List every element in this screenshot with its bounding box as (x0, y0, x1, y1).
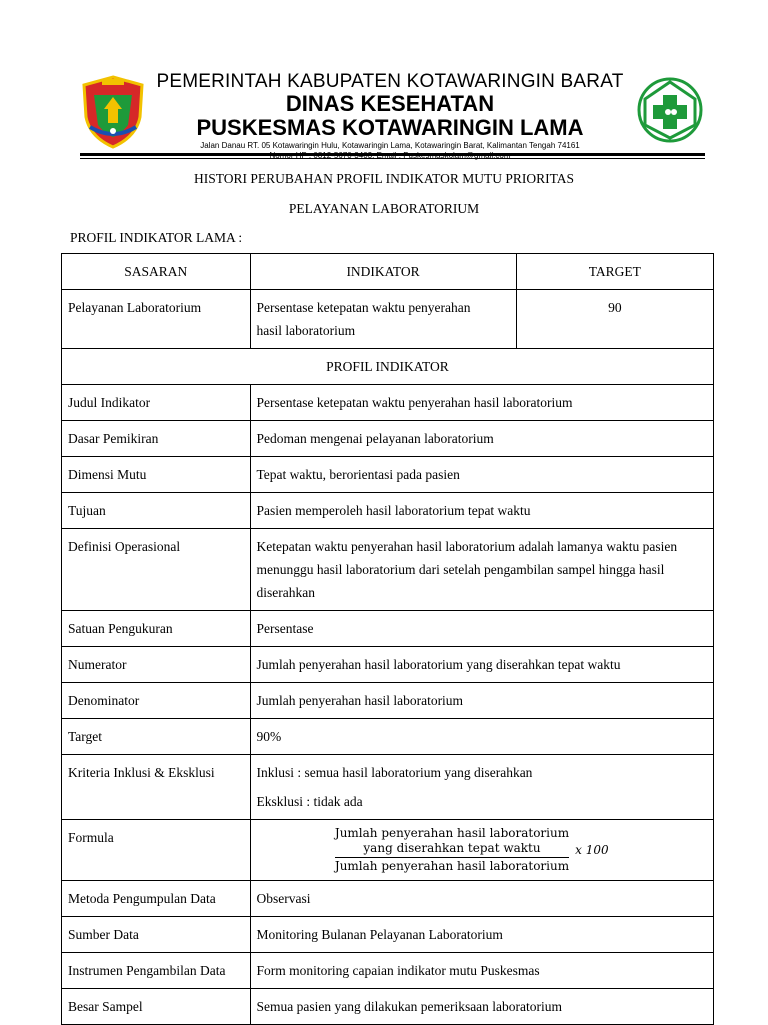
row-value: Ketepatan waktu penyerahan hasil laboratorium adalah lamanya waktu pasien menunggu hasil laboratorium dari setelah pengambilan sampel hingga hasil diserahkan (250, 529, 714, 611)
row-label: Target (62, 719, 251, 755)
numerator-line2: yang diserahkan tepat waktu (363, 841, 541, 855)
table-row (62, 719, 714, 755)
row-label: Definisi Operasional (62, 529, 251, 611)
table-row (62, 683, 714, 719)
inclusion-text: Inklusi : semua hasil laboratorium yang diserahkan (256, 765, 533, 780)
regency-coat-of-arms-logo (80, 75, 146, 149)
table-row (62, 385, 714, 421)
row-label: Tujuan (62, 493, 251, 529)
table-row (62, 953, 714, 989)
row-value: Monitoring Bulanan Pelayanan Laboratorium (250, 917, 714, 953)
table-row (62, 421, 714, 457)
row-value (250, 755, 714, 820)
table-row (62, 989, 714, 1025)
row-label: Kriteria Inklusi & Eksklusi (62, 755, 251, 820)
document-title: HISTORI PERUBAHAN PROFIL INDIKATOR MUTU PRIORITAS (193, 171, 575, 186)
row-value: Persentase (250, 611, 714, 647)
table-row (62, 529, 714, 611)
summary-indikator-line1: Persentase ketepatan waktu penyerahan (256, 300, 471, 315)
row-value: Jumlah penyerahan hasil laboratorium yang diserahkan tepat waktu (250, 647, 714, 683)
puskesmas-logo (637, 77, 703, 143)
row-value: Pasien memperoleh hasil laboratorium tepat waktu (250, 493, 714, 529)
row-label: Formula (62, 820, 251, 881)
formula-fraction (335, 826, 569, 874)
row-label: Besar Sampel (62, 989, 251, 1025)
row-value: Form monitoring capaian indikator mutu Puskesmas (250, 953, 714, 989)
row-value: Persentase ketepatan waktu penyerahan hasil laboratorium (250, 385, 714, 421)
row-label: Dasar Pemikiran (62, 421, 251, 457)
table-header-row (62, 254, 714, 290)
formula-denominator: Jumlah penyerahan hasil laboratorium (334, 859, 570, 873)
exclusion-text: Eksklusi : tidak ada (256, 794, 363, 809)
row-label: Dimensi Mutu (62, 457, 251, 493)
summary-sasaran: Pelayanan Laboratorium (62, 290, 251, 349)
row-value: Observasi (250, 881, 714, 917)
header-indikator: INDIKATOR (250, 254, 516, 290)
summary-target: 90 (516, 290, 713, 349)
table-row (62, 917, 714, 953)
summary-indikator-line2: hasil laboratorium (256, 323, 356, 338)
row-label: Numerator (62, 647, 251, 683)
letterhead (0, 0, 768, 160)
row-value: Semua pasien yang dilakukan pemeriksaan laboratorium (250, 989, 714, 1025)
formula (257, 826, 708, 874)
summary-row (62, 290, 714, 349)
profile-header: PROFIL INDIKATOR (62, 349, 714, 385)
government-name: PEMERINTAH KABUPATEN KOTAWARINGIN BARAT (156, 71, 624, 92)
profile-header-row (62, 349, 714, 385)
letterhead-rule (80, 153, 705, 156)
row-label: Judul Indikator (62, 385, 251, 421)
formula-cell (250, 820, 714, 881)
table-row (62, 755, 714, 820)
table-row (62, 611, 714, 647)
summary-indikator (250, 290, 516, 349)
formula-multiplier: x 100 (575, 842, 609, 857)
row-label: Sumber Data (62, 917, 251, 953)
row-label: Metoda Pengumpulan Data (62, 881, 251, 917)
address-text: Jalan Danau RT. 05 Kotawaringin Hulu, Kotawaringin Lama, Kotawaringin Barat, Kalimantan Tengah 74161 (200, 141, 580, 150)
fraction-bar (335, 857, 569, 858)
indicator-profile-table (61, 253, 714, 1025)
numerator-line1: Jumlah penyerahan hasil laboratorium (334, 826, 570, 840)
header-target: TARGET (516, 254, 713, 290)
table-row (62, 457, 714, 493)
row-value: 90% (250, 719, 714, 755)
table-row (62, 820, 714, 881)
row-label: Satuan Pengukuran (62, 611, 251, 647)
institution-name: PUSKESMAS KOTAWARINGIN LAMA (196, 115, 584, 140)
formula-numerator (335, 826, 569, 856)
table-row (62, 493, 714, 529)
table-row (62, 881, 714, 917)
agency-name: DINAS KESEHATAN (285, 91, 495, 116)
row-value: Tepat waktu, berorientasi pada pasien (250, 457, 714, 493)
row-value: Jumlah penyerahan hasil laboratorium (250, 683, 714, 719)
row-value: Pedoman mengenai pelayanan laboratorium (250, 421, 714, 457)
letterhead-rule-thin (80, 158, 705, 159)
section-label: PROFIL INDIKATOR LAMA : (70, 230, 243, 245)
header-sasaran: SASARAN (62, 254, 251, 290)
row-label: Denominator (62, 683, 251, 719)
document-subtitle: PELAYANAN LABORATORIUM (288, 201, 480, 216)
row-label: Instrumen Pengambilan Data (62, 953, 251, 989)
table-row (62, 647, 714, 683)
